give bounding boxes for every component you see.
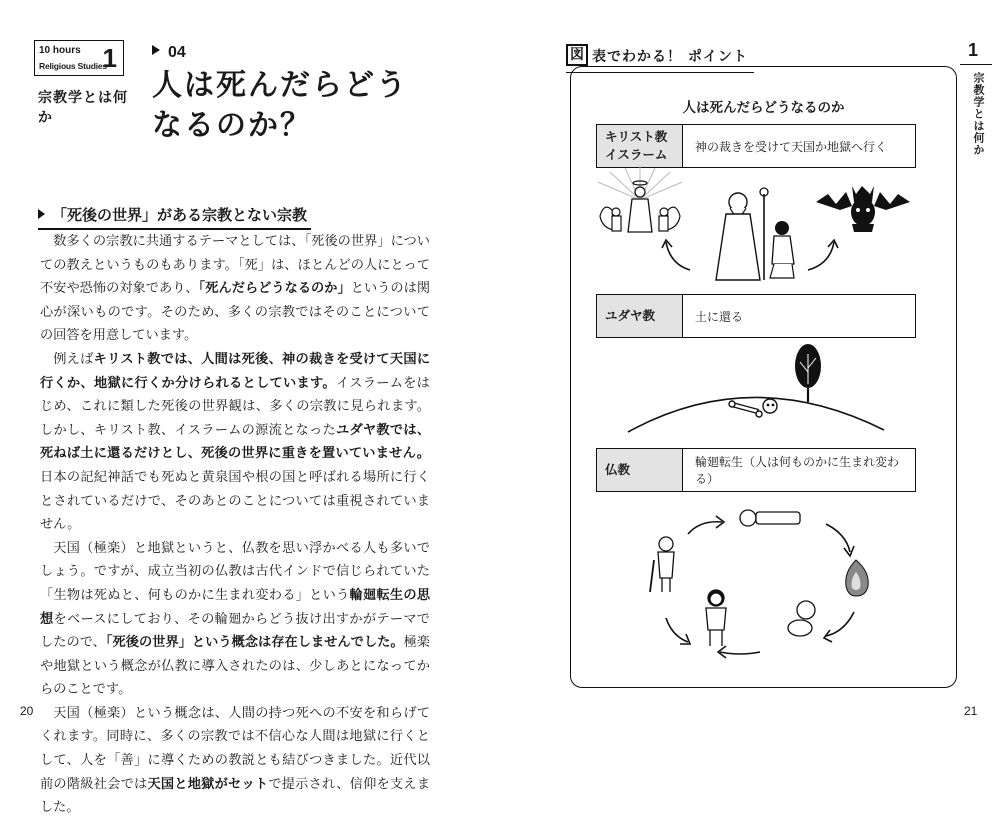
sidebar-chapter-number: 1 xyxy=(968,40,979,60)
section-title: 人は死んだらどう なるのか？ xyxy=(152,68,408,143)
figure-icon: 図 xyxy=(566,44,588,66)
religion-row-christianity-islam xyxy=(596,124,916,168)
figure-tab-label: 表でわかる！ ポイント xyxy=(592,49,748,65)
sidebar-divider xyxy=(960,64,992,65)
religion-description: 神の裁きを受けて天国か地獄へ行く xyxy=(695,139,888,154)
page-number-left: 20 xyxy=(20,704,34,718)
person-icon xyxy=(706,590,726,646)
elderly-person-icon xyxy=(650,537,674,592)
subheading: 「死後の世界」がある宗教とない宗教 xyxy=(38,204,311,230)
paragraph-3: 天国（極楽）と地獄というと、仏教を思い浮かべる人も多いでしょう。ですが、成立当初の仏教は古代インドで信じられていた「生物は死ぬと、何ものかに生まれ変わる」という輪廻転生の思想をベースにしており、その輪廻からどう抜け出すかがテーマでしたので、「死後の世界」という概念は存在しませんでした。極楽や地獄という概念が仏教に導入されたのは、少しあとになってからのことです。 xyxy=(40,540,431,698)
god-judging-person-icon xyxy=(716,188,794,280)
sidebar-chapter-title: 宗教学とは何か xyxy=(972,72,985,156)
series-line2: Religious Studies xyxy=(39,61,107,71)
figure-title: 人は死んだらどうなるのか xyxy=(682,100,845,116)
reincarnation-cycle-icon xyxy=(640,500,880,670)
religion-row-judaism xyxy=(596,294,916,338)
section-number: 04 xyxy=(152,44,186,62)
series-line1: 10 hours xyxy=(39,45,81,56)
page-number-right: 21 xyxy=(964,704,978,718)
religion-row-buddhism xyxy=(596,448,916,492)
demon-hell-icon xyxy=(816,186,910,232)
religion-name: キリスト教 イスラーム xyxy=(597,125,683,167)
religion-description: 土に還る xyxy=(695,309,744,324)
baby-icon xyxy=(788,601,815,636)
paragraph-4: 天国（極楽）という概念は、人間の持つ死への不安を和らげてくれます。同時に、多くの宗教では不信心な人間は地獄に行くとして、人を「善」に導くための教説とも結びつきました。近代以前の階級社会では天国と地獄がセットで提示され、信仰を支えました。 xyxy=(40,705,431,816)
grave-mound-tree-icon xyxy=(622,344,892,436)
religion-description: 輪廻転生（人は何ものかに生まれ変わる） xyxy=(695,455,900,486)
body-text xyxy=(40,230,430,820)
fire-soul-icon xyxy=(846,560,869,596)
paragraph-2: 例えばキリスト教では、人間は死後、神の裁きを受けて天国に行くか、地獄に行くか分けられるとしています。イスラームをはじめ、これに類した死後の世界観は、多くの宗教に見られます。しかし、キリスト教、イスラームの源流となったユダヤ教では、死ねば土に還るだけとし、死後の世界に重きを置いていません。日本の記紀神話でも死ぬと黄泉国や根の国と呼ばれる場所に行くとされているだけで、そのあとのことについては重視されていません。 xyxy=(40,351,431,533)
chapter-title: 宗教学とは何か xyxy=(38,90,128,126)
heaven-judgment-hell-illustration xyxy=(590,172,930,288)
religion-name: ユダヤ教 xyxy=(597,295,683,337)
chapter-number: 1 xyxy=(102,43,117,73)
paragraph-1: 数多くの宗教に共通するテーマとしては、「死後の世界」についての教えというものもあります。「死」は、ほとんどの人にとって不安や恐怖の対象であり、「死んだらどうなるのか」というのは関心が深いものです。そのため、多くの宗教ではそのことについての回答を用意しています。 xyxy=(40,234,431,344)
series-label-box xyxy=(34,40,124,76)
triangle-marker-icon xyxy=(38,209,45,219)
triangle-marker-icon xyxy=(152,45,160,55)
angels-heaven-icon xyxy=(598,166,682,232)
dying-person-icon xyxy=(740,510,800,526)
religion-name: 仏教 xyxy=(597,449,683,491)
